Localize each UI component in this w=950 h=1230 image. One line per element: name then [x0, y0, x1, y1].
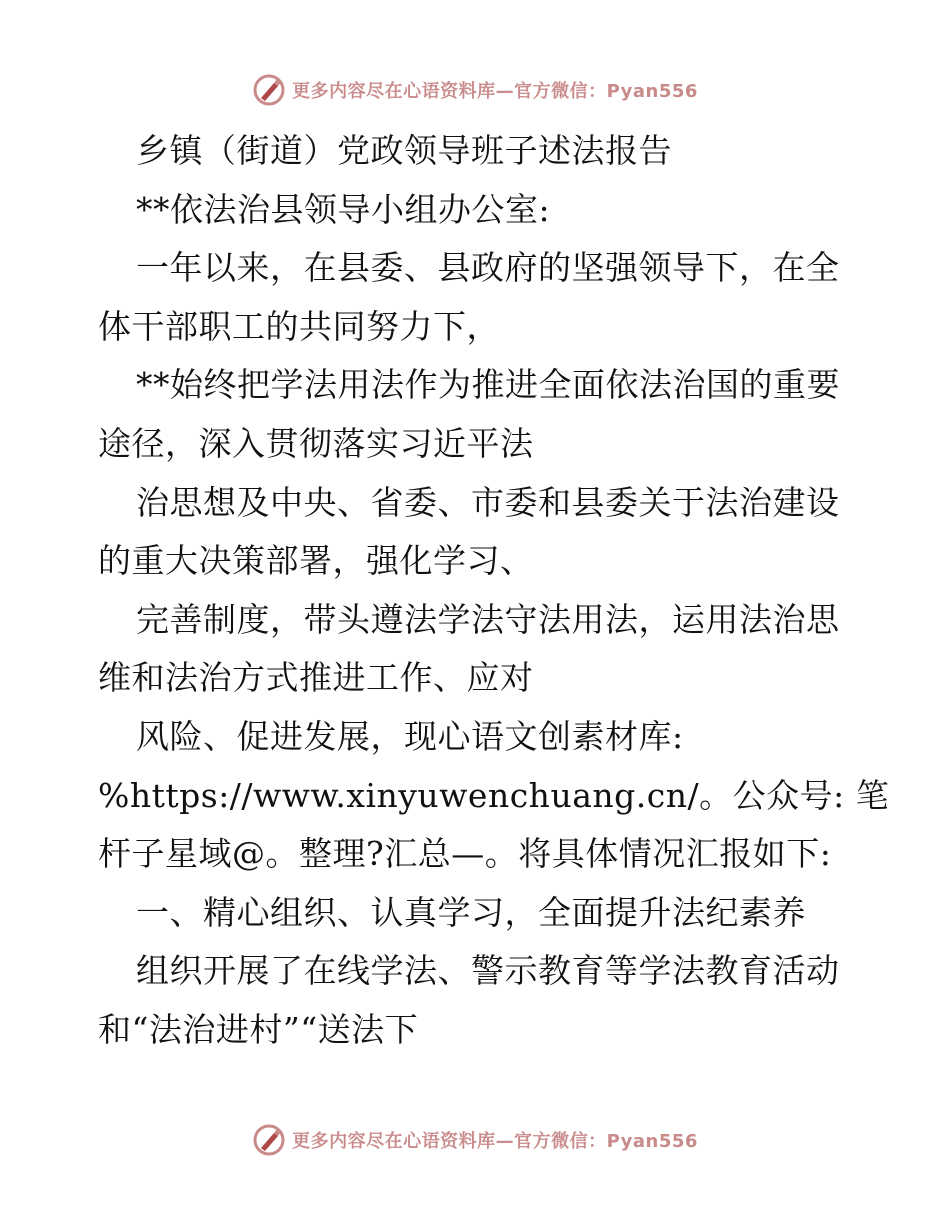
paragraph-line: 风险、促进发展，现心语文创素材库: — [136, 716, 684, 756]
pen-seal-logo-icon — [252, 73, 286, 107]
document-title: 乡镇（街道）党政领导班子述法报告 — [136, 131, 672, 170]
paragraph-line: **始终把学法用法作为推进全面依法治国的重要 — [136, 365, 840, 405]
paragraph-line: 杆子星域@。整理?汇总—。将具体情况汇报如下: — [98, 834, 832, 874]
paragraph-line: 和“法治进村”“送法下 — [98, 1009, 419, 1049]
paragraph-line: 体干部职工的共同努力下， — [98, 306, 500, 346]
paragraph-line: 的重大决策部署，强化学习、 — [98, 541, 534, 581]
paragraph-line: 治思想及中央、省委、市委和县委关于法治建设 — [136, 482, 840, 522]
section-heading: 一、精心组织、认真学习，全面提升法纪素养 — [136, 892, 806, 932]
watermark-text: 更多内容尽在心语资料库—官方微信：Pyan556 — [292, 81, 698, 102]
paragraph-line: 途径，深入贯彻落实习近平法 — [98, 423, 534, 463]
paragraph-line: 完善制度，带头遵法学法守法用法，运用法治思 — [136, 599, 840, 639]
watermark-banner-top — [0, 70, 950, 110]
document-body — [98, 122, 890, 1060]
salutation: **依法治县领导小组办公室: — [136, 189, 551, 229]
watermark-banner-bottom — [0, 1120, 950, 1160]
watermark-text: 更多内容尽在心语资料库—官方微信：Pyan556 — [292, 1131, 698, 1152]
paragraph-line: 一年以来，在县委、县政府的坚强领导下，在全 — [136, 248, 840, 288]
paragraph-line: %https://www.xinyuwenchuang.cn/。公众号: 笔 — [98, 775, 890, 815]
paragraph-line: 组织开展了在线学法、警示教育等学法教育活动 — [136, 951, 840, 991]
pen-seal-logo-icon — [252, 1123, 286, 1157]
paragraph-line: 维和法治方式推进工作、应对 — [98, 658, 534, 698]
